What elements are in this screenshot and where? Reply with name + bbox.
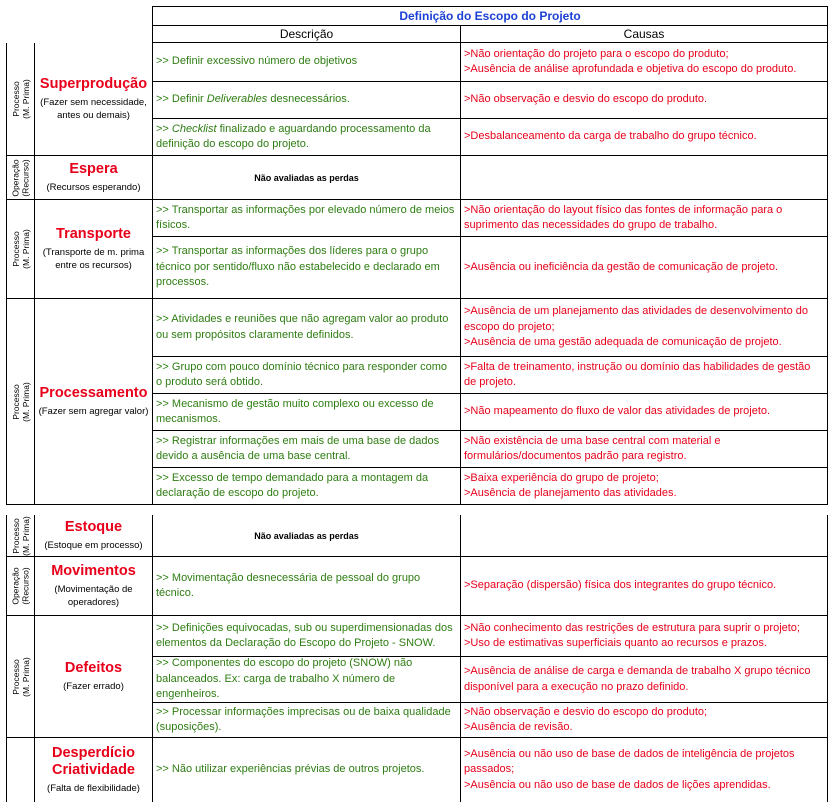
type-label [11, 159, 31, 196]
description-cell [152, 431, 460, 468]
description-prefix: >> Transportar as informações dos líderes para o grupo técnico por sentido/fluxo não estabelecido e declarado em processos. [156, 245, 440, 289]
description-text [156, 54, 357, 70]
empty-cause-cell [460, 515, 828, 557]
type-cell [6, 43, 34, 156]
cause-line: >Ausência ou não uso de base de dados de inteligência de projetos passados; [464, 747, 795, 776]
cause-line: >Não conhecimento das restrições de estrutura para suprir o projeto; [464, 621, 800, 634]
description-cell [152, 616, 460, 657]
type-label-line2: (M. Prima) [20, 656, 31, 697]
description-text [156, 203, 456, 234]
type-label [11, 567, 31, 604]
not-evaluated-label: Não avaliadas as perdas [254, 530, 359, 541]
category-name: Superprodução [39, 76, 148, 92]
description-prefix: >> Processar informações imprecisas ou de baixa qualidade (suposições). [156, 705, 451, 733]
cause-cell [460, 703, 828, 738]
type-label-line2: (M. Prima) [20, 229, 31, 269]
description-cell [152, 468, 460, 505]
category-description: (Recursos esperando) [46, 182, 141, 193]
description-cell [152, 43, 460, 82]
category-cell [34, 515, 152, 557]
type-label-line2: (Recurso) [20, 567, 31, 605]
type-label-line2: (M. Prima) [20, 79, 31, 119]
description-cell [152, 557, 460, 616]
description-text [156, 762, 424, 778]
cause-cell [460, 557, 828, 616]
cause-line: >Ausência de análise de carga e demanda de trabalho X grupo técnico disponível para a execução no prazo definido. [464, 665, 811, 693]
type-label [11, 516, 31, 556]
category-description: (Estoque em processo) [44, 540, 143, 551]
description-cell [152, 200, 460, 237]
type-cell [6, 156, 34, 200]
description-prefix: >> Excesso de tempo demandado para a montagem da declaração de escopo do projeto. [156, 471, 429, 499]
not-evaluated-label: Não avaliadas as perdas [254, 172, 359, 183]
type-label-line1: Processo [10, 658, 21, 695]
cause-cell [460, 616, 828, 657]
type-label-line1: Processo [10, 517, 21, 554]
cause-cell [460, 200, 828, 237]
description-cell [152, 237, 460, 299]
description-prefix: >> Não utilizar experiências prévias de outros projetos. [156, 763, 425, 776]
description-prefix: >> Definir [156, 93, 207, 106]
description-cell [152, 119, 460, 156]
cause-line: >Ausência ou não uso de base de dados de lições aprendidas. [464, 778, 771, 791]
type-label [11, 382, 31, 422]
type-cell [6, 557, 34, 616]
cause-cell [460, 119, 828, 156]
type-cell [6, 299, 34, 505]
description-prefix: >> Atividades e reuniões que não agregam valor ao produto ou sem propósitos claramente definidos. [156, 313, 449, 341]
category-description: (Fazer sem agregar valor) [38, 406, 149, 417]
description-prefix: >> Grupo com pouco domínio técnico para responder como o produto será obtido. [156, 360, 448, 388]
type-cell [6, 515, 34, 557]
type-label-line1: Processo [10, 81, 21, 117]
cause-line: >Não mapeamento do fluxo de valor das atividades de projeto. [464, 405, 771, 418]
description-prefix: >> Definições equivocadas, sub ou superdimensionadas dos elementos da Declaração do Escopo do Projeto - SNOW. [156, 621, 453, 649]
description-emphasis: Deliverables [206, 93, 268, 106]
cause-line: >Desbalanceamento da carga de trabalho do grupo técnico. [464, 130, 757, 143]
category-name: Desperdício Criatividade [52, 745, 135, 778]
description-text [156, 621, 456, 652]
category-name: Movimentos [51, 563, 136, 579]
category-cell [34, 738, 152, 802]
description-text [156, 657, 456, 703]
type-label-line2: (M. Prima) [20, 515, 31, 556]
description-cell [152, 82, 460, 119]
description-text [156, 92, 350, 108]
description-text [156, 471, 456, 502]
description-prefix: >> Movimentação desnecessária de pessoal do grupo técnico. [156, 571, 421, 599]
cause-line: >Ausência de análise aprofundada e objetiva do escopo do produto. [464, 63, 797, 75]
description-cell [152, 299, 460, 357]
category-description: (Transporte de m. prima entre os recursos) [42, 247, 145, 271]
category-name: Defeitos [64, 660, 123, 676]
description-cell [152, 394, 460, 431]
type-label-line1: Operação [10, 567, 21, 605]
cause-line: >Ausência de uma gestão adequada de comunicação de projeto. [464, 336, 782, 349]
description-text [156, 571, 456, 602]
category-cell [34, 156, 152, 200]
description-text [156, 360, 456, 391]
category-cell [34, 43, 152, 156]
cause-line: >Baixa experiência do grupo de projeto; [464, 471, 659, 484]
description-text [156, 397, 456, 428]
cause-line: >Não orientação do projeto para o escopo do produto; [464, 47, 729, 60]
cause-line: >Separação (dispersão) física dos integrantes do grupo técnico. [464, 579, 777, 592]
cause-cell [460, 431, 828, 468]
type-label-line1: Operação [10, 158, 21, 197]
category-cell [34, 200, 152, 299]
cause-line: >Uso de estimativas superficiais quanto ao recursos e prazos. [464, 637, 767, 649]
description-prefix: >> Mecanismo de gestão muito complexo ou excesso de mecanismos. [156, 397, 434, 425]
type-label-line2: (Recurso) [20, 158, 31, 197]
type-label-line1: Processo [10, 383, 21, 420]
cause-cell [460, 299, 828, 357]
description-text [156, 705, 456, 736]
cause-line: >Falta de treinamento, instrução ou domínio das habilidades de gestão de projeto. [464, 360, 811, 388]
description-prefix: >> Registrar informações em mais de uma base de dados devido a ausência de uma base central. [156, 434, 440, 462]
category-description: (Movimentação de operadores) [54, 584, 133, 608]
description-text [156, 312, 456, 343]
not-evaluated-cell [152, 156, 460, 200]
description-suffix: finalizado e aguardando processamento da definição do escopo do projeto. [156, 122, 431, 150]
category-name: Processamento [39, 385, 148, 401]
cause-cell [460, 394, 828, 431]
type-label-line2: (M. Prima) [20, 381, 31, 422]
category-cell [34, 616, 152, 738]
cause-line: >Não existência de uma base central com material e formulários/documentos padrão para registro. [464, 434, 721, 462]
cause-cell [460, 237, 828, 299]
description-cell [152, 738, 460, 802]
cause-line: >Não orientação do layout físico das fontes de informação para o suprimento das necessidades do grupo de trabalho. [464, 203, 783, 231]
cause-cell [460, 738, 828, 802]
not-evaluated-cell [152, 515, 460, 557]
cause-line: >Não observação e desvio do escopo do produto; [464, 705, 708, 718]
type-cell [6, 200, 34, 299]
cause-line: >Ausência de revisão. [464, 721, 573, 733]
description-cell [152, 657, 460, 703]
category-description: (Fazer errado) [63, 681, 124, 692]
description-emphasis: Checklist [171, 122, 217, 135]
description-prefix: >> Transportar as informações por elevado número de meios físicos. [156, 203, 455, 231]
description-suffix: desnecessários. [267, 93, 350, 106]
type-cell [6, 738, 34, 802]
cause-line: >Ausência de planejamento das atividades. [464, 487, 677, 499]
category-name: Estoque [64, 519, 123, 535]
type-label-line1: Processo [10, 231, 21, 267]
category-name: Espera [69, 161, 118, 177]
category-description: (Fazer sem necessidade, antes ou demais) [40, 97, 147, 121]
cause-cell [460, 357, 828, 394]
description-cell [152, 703, 460, 738]
category-name: Transporte [56, 226, 131, 242]
cause-cell [460, 43, 828, 82]
cause-cell [460, 657, 828, 703]
category-cell [34, 557, 152, 616]
type-label [11, 657, 31, 697]
column-header-causas: Causas [460, 26, 828, 43]
cause-cell [460, 82, 828, 119]
description-text [156, 434, 456, 465]
empty-cause-cell [460, 156, 828, 200]
table-title: Definição do Escopo do Projeto [152, 6, 828, 26]
description-prefix: >> [156, 122, 172, 135]
description-text [156, 244, 456, 291]
type-label [11, 79, 31, 119]
category-description: (Falta de flexibilidade) [47, 783, 140, 794]
cause-line: >Ausência de um planejamento das atividades de desenvolvimento do escopo do projeto; [464, 305, 808, 333]
description-prefix: >> Componentes do escopo do projeto (SNOW) não balanceados. Ex: carga de trabalho X número de engenheiros. [156, 657, 413, 701]
type-cell [6, 616, 34, 738]
column-header-descricao: Descrição [152, 26, 460, 43]
type-label [11, 229, 31, 269]
cause-line: >Ausência ou ineficiência da gestão de comunicação de projeto. [464, 260, 779, 273]
cause-line: >Não observação e desvio do escopo do produto. [464, 93, 708, 106]
description-cell [152, 357, 460, 394]
category-cell [34, 299, 152, 505]
description-prefix: >> Definir excessivo número de objetivos [156, 55, 358, 68]
description-text [156, 122, 456, 153]
cause-cell [460, 468, 828, 505]
